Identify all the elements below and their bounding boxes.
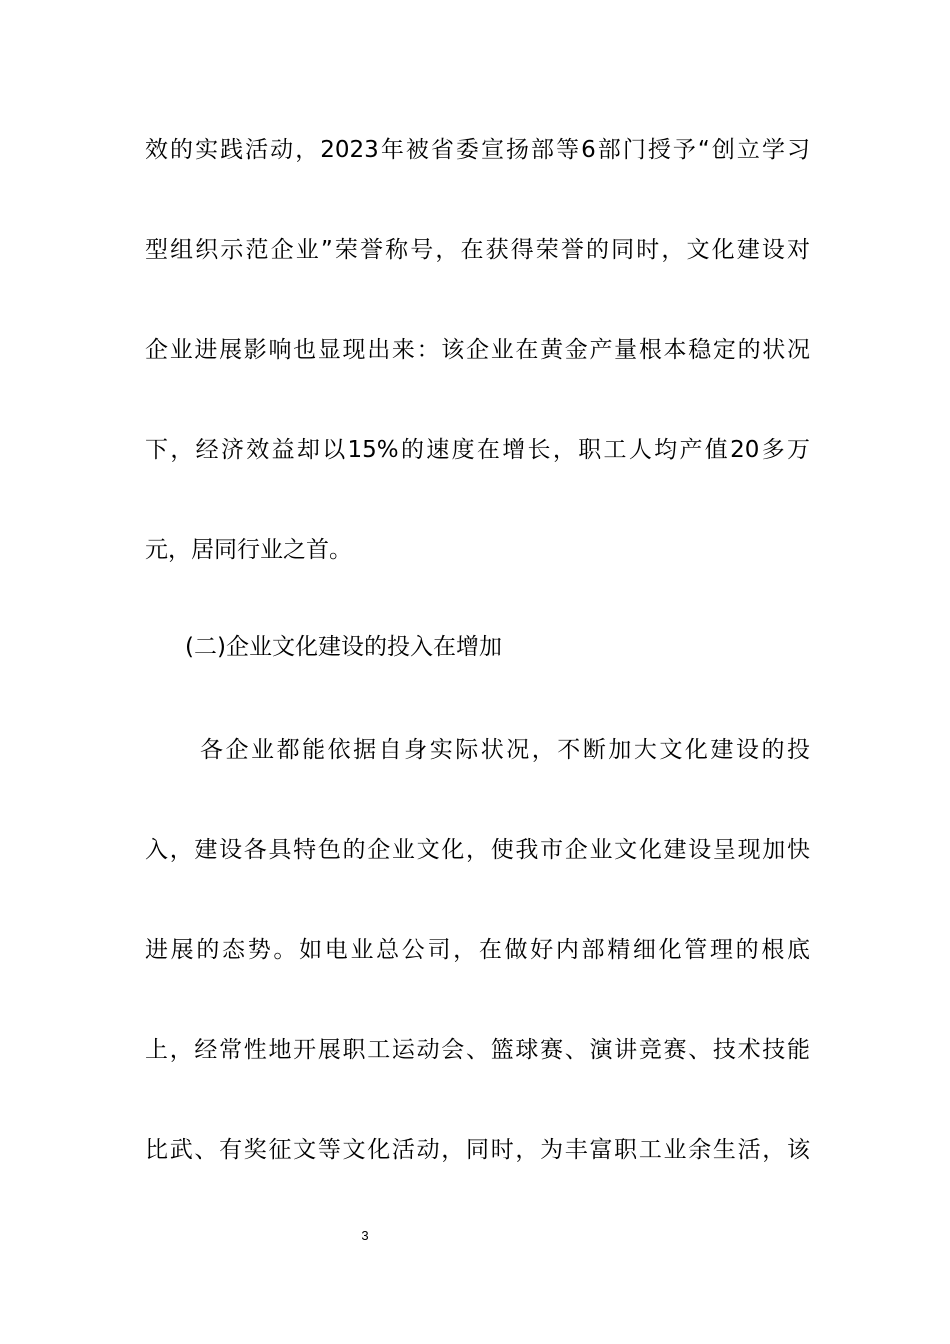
paragraph-line: 比武、有奖征文等文化活动，同时，为丰富职工业余生活，该: [145, 1137, 810, 1163]
paragraph-line: 效的实践活动，2023年被省委宣扬部等6部门授予“创立学习: [145, 137, 810, 163]
page-number: 3: [361, 1228, 369, 1243]
section-heading: (二)企业文化建设的投入在增加: [185, 634, 502, 660]
paragraph-line: 企业进展影响也显现出来：该企业在黄金产量根本稳定的状况: [145, 337, 810, 363]
paragraph-line: 上，经常性地开展职工运动会、篮球赛、演讲竞赛、技术技能: [145, 1037, 810, 1063]
paragraph-line: 元，居同行业之首。: [145, 537, 352, 563]
paragraph-line: 进展的态势。如电业总公司，在做好内部精细化管理的根底: [145, 937, 810, 963]
paragraph-line: 各企业都能依据自身实际状况，不断加大文化建设的投: [200, 737, 810, 763]
paragraph-line: 入，建设各具特色的企业文化，使我市企业文化建设呈现加快: [145, 837, 810, 863]
paragraph-line: 型组织示范企业”荣誉称号，在获得荣誉的同时，文化建设对: [145, 237, 810, 263]
paragraph-line: 下，经济效益却以15%的速度在增长，职工人均产值20多万: [145, 437, 810, 463]
